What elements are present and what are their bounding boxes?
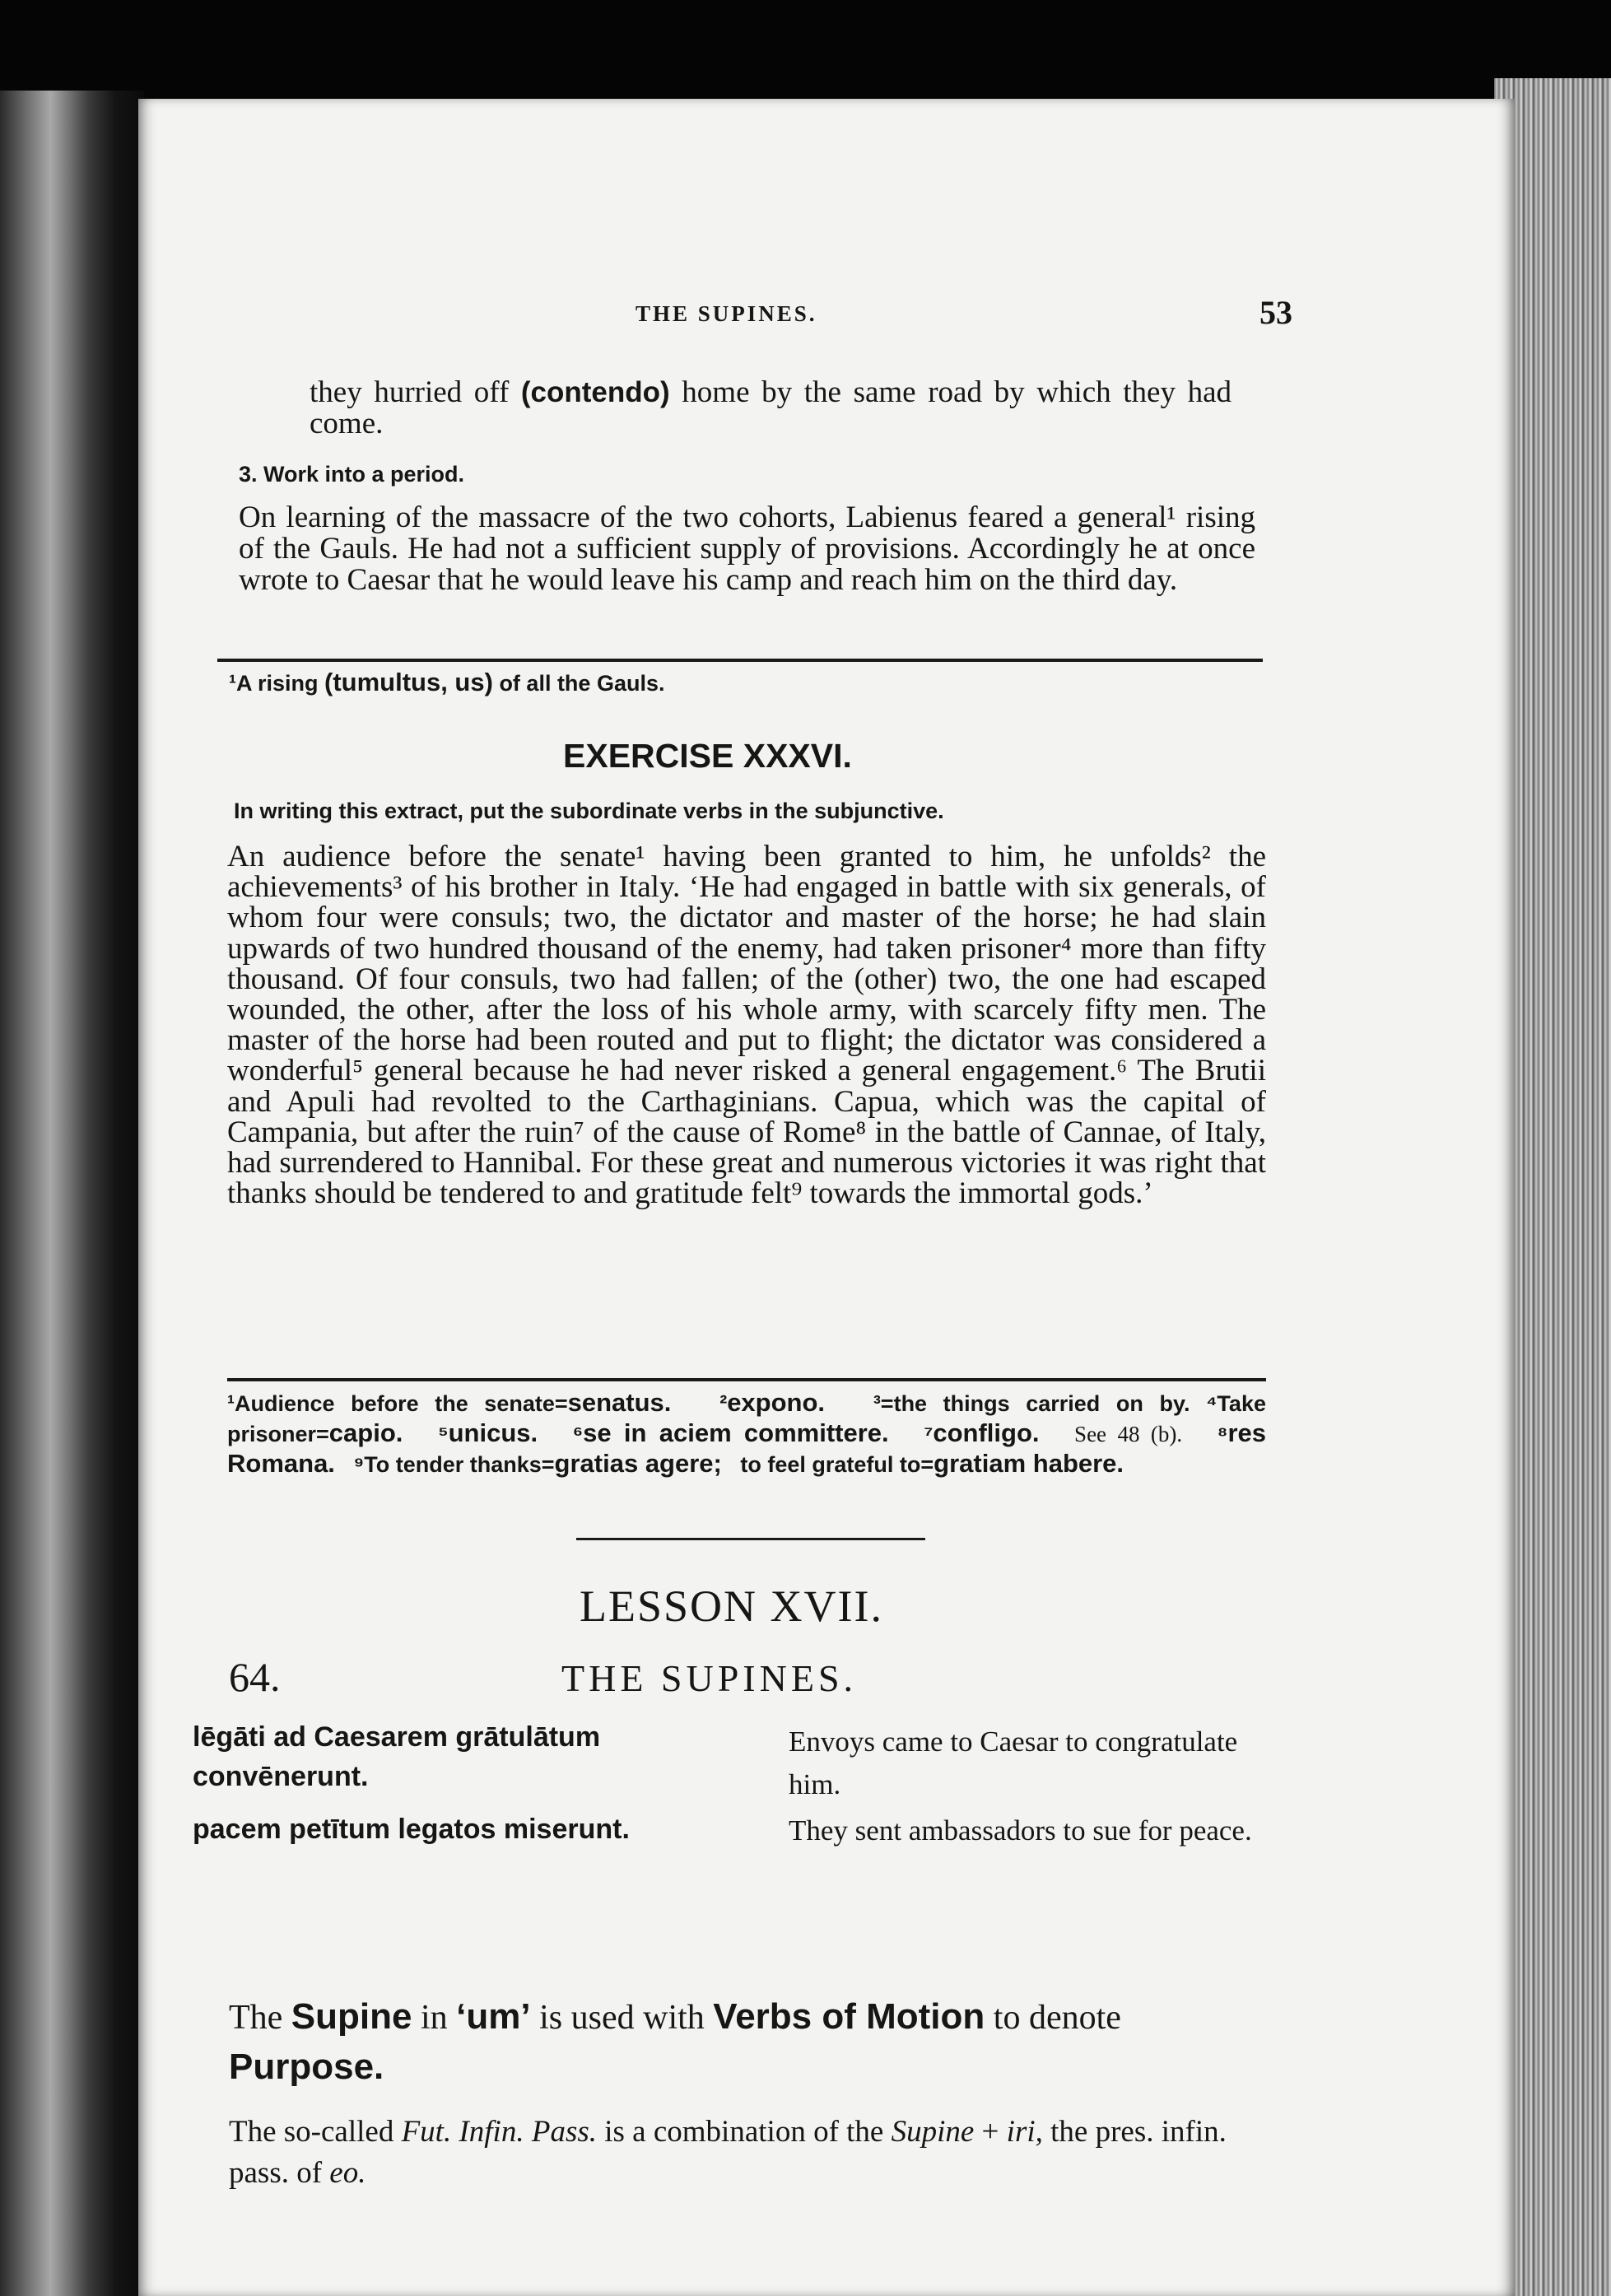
section-3-footnote-bold: (tumultus, us) (324, 668, 493, 696)
example-2-english: They sent ambassadors to sue for peace. (789, 1814, 1252, 1847)
future-infinitive-note (229, 2112, 1266, 2194)
note-iri: iri, (1006, 2115, 1043, 2149)
note-text-4: the pres. infin. pass. of (229, 2115, 1227, 2190)
footnote-8-pre: ⁸ (1217, 1422, 1228, 1446)
section-3-footnote (229, 669, 1217, 696)
footnote-10-bold: gratiam habere. (934, 1449, 1124, 1478)
example-2-latin: pacem petītum legatos miserunt. (193, 1814, 630, 1845)
running-title: THE SUPINES. (636, 301, 817, 326)
rule-supine: Supine (291, 1996, 412, 2037)
section-3-footnote-pre: ¹A rising (229, 671, 325, 696)
lesson-subtitle: THE SUPINES. (561, 1657, 858, 1699)
exercise-footnotes (227, 1388, 1266, 1479)
footnote-1-pre: ¹Audience before the senate= (227, 1391, 568, 1416)
footnote-9-pre: ⁹To tender thanks= (353, 1452, 555, 1477)
rule-verbs-of-motion: Verbs of Motion (713, 1996, 985, 2037)
rule-purpose: Purpose. (229, 2047, 384, 2087)
footnote-6-pre: ⁶ (572, 1422, 584, 1446)
section-3-paragraph: On learning of the massacre of the two cohorts, Labienus feared a general¹ rising of the Gauls. He had not a sufficient supply of provisions. Accordingly he at once wrote to Caesar that he would leave his camp and reach him on the third day. (239, 501, 1255, 597)
note-text-2: is a combination of the (597, 2115, 892, 2149)
continuation-latin: (contendo) (520, 376, 670, 408)
rule-text-1: The (229, 1999, 291, 2037)
footnote-8-bold: res Romana. (227, 1418, 1266, 1478)
footnote-7-pre: ⁷ (924, 1422, 934, 1446)
scan-top-border (0, 0, 1611, 103)
section-divider (576, 1538, 925, 1540)
footnote-6-bold: se in aciem committere. (583, 1418, 889, 1447)
footnote-2-pre: ² (719, 1391, 728, 1416)
section-3-footnote-post: of all the Gauls. (492, 671, 665, 696)
footnote-3-pre: ³=the things carried on by. (873, 1391, 1190, 1416)
book-left-page-edge (0, 91, 144, 2296)
lesson-section-number: 64. (229, 1654, 281, 1700)
section-3-heading: 3. Work into a period. (239, 462, 465, 487)
rule-text-3: is used with (530, 1999, 714, 2037)
note-fut-infin-pass: Fut. Infin. Pass. (401, 2115, 597, 2149)
footnote-9-bold: gratias agere; (554, 1449, 722, 1478)
exercise-instruction: In writing this extract, put the subordinate verbs in the subjunctive. (234, 799, 944, 823)
book-page (138, 99, 1515, 2296)
note-eo: eo. (329, 2156, 366, 2190)
section-3-footnote-rule (217, 659, 1263, 662)
note-text-1: The so-called (229, 2115, 402, 2149)
footnote-4-pre: ⁴Take prisoner= (227, 1391, 1266, 1446)
note-supine: Supine (891, 2115, 975, 2149)
note-text-3: + (974, 2115, 1007, 2149)
rule-text-2: in (412, 1999, 457, 2037)
continuation-text-b: home by the same road by which they had come. (310, 375, 1232, 440)
footnote-1-bold: senatus. (567, 1388, 672, 1417)
example-1-english: Envoys came to Caesar to congratulate him. (789, 1725, 1238, 1800)
footnote-4-bold: capio. (328, 1418, 403, 1447)
rule-text-4: to denote (985, 1999, 1121, 2037)
footnote-5-pre: ⁵ (437, 1422, 449, 1446)
footnote-7-see: See 48 (b). (1074, 1422, 1183, 1446)
footnote-2-bold: expono. (727, 1388, 826, 1417)
page-number: 53 (1259, 294, 1292, 331)
footnote-10-pre: to feel grateful to= (740, 1452, 934, 1477)
example-1-latin: lēgāti ad Caesarem grātulātum convēnerunt. (193, 1721, 601, 1792)
exercise-title: EXERCISE XXXVI. (563, 737, 852, 775)
lesson-title: LESSON XVII. (580, 1581, 883, 1631)
footnote-7-bold: confligo. (933, 1418, 1040, 1447)
footnote-5-bold: unicus. (448, 1418, 538, 1447)
rule-um: ‘um’ (456, 1996, 531, 2037)
supine-rule (229, 1992, 1266, 2093)
exercise-paragraph: An audience before the senate¹ having been granted to him, he unfolds² the achievements³ of his brother in Italy. ‘He had engaged in battle with six generals, of whom four were consuls; two, the dictator and master of the horse; he had slain upwards of two hundred thousand of the enemy, had taken prisoner⁴ more than fifty thousand. Of four consuls, two had fallen; of the (other) two, the one had escaped wounded, the other, after the loss of his whole army, with scarcely fifty men. The master of the horse had been routed and put to flight; the dictator was considered a wonderful⁵ general because he had never risked a general engagement.⁶ The Brutii and Apuli had revolted to the Carthaginians. Capua, which was the capital of Campania, but after the ruin⁷ of the cause of Rome⁸ in the battle of Cannae, of Italy, had surrendered to Hannibal. For these great and numerous victories it was right that thanks should be tendered to and gratitude felt⁹ towards the immortal gods.’ (227, 840, 1266, 1211)
continuation-text-a: they hurried off (310, 375, 521, 409)
exercise-footnote-rule (227, 1378, 1266, 1381)
continuation-paragraph (310, 377, 1232, 440)
